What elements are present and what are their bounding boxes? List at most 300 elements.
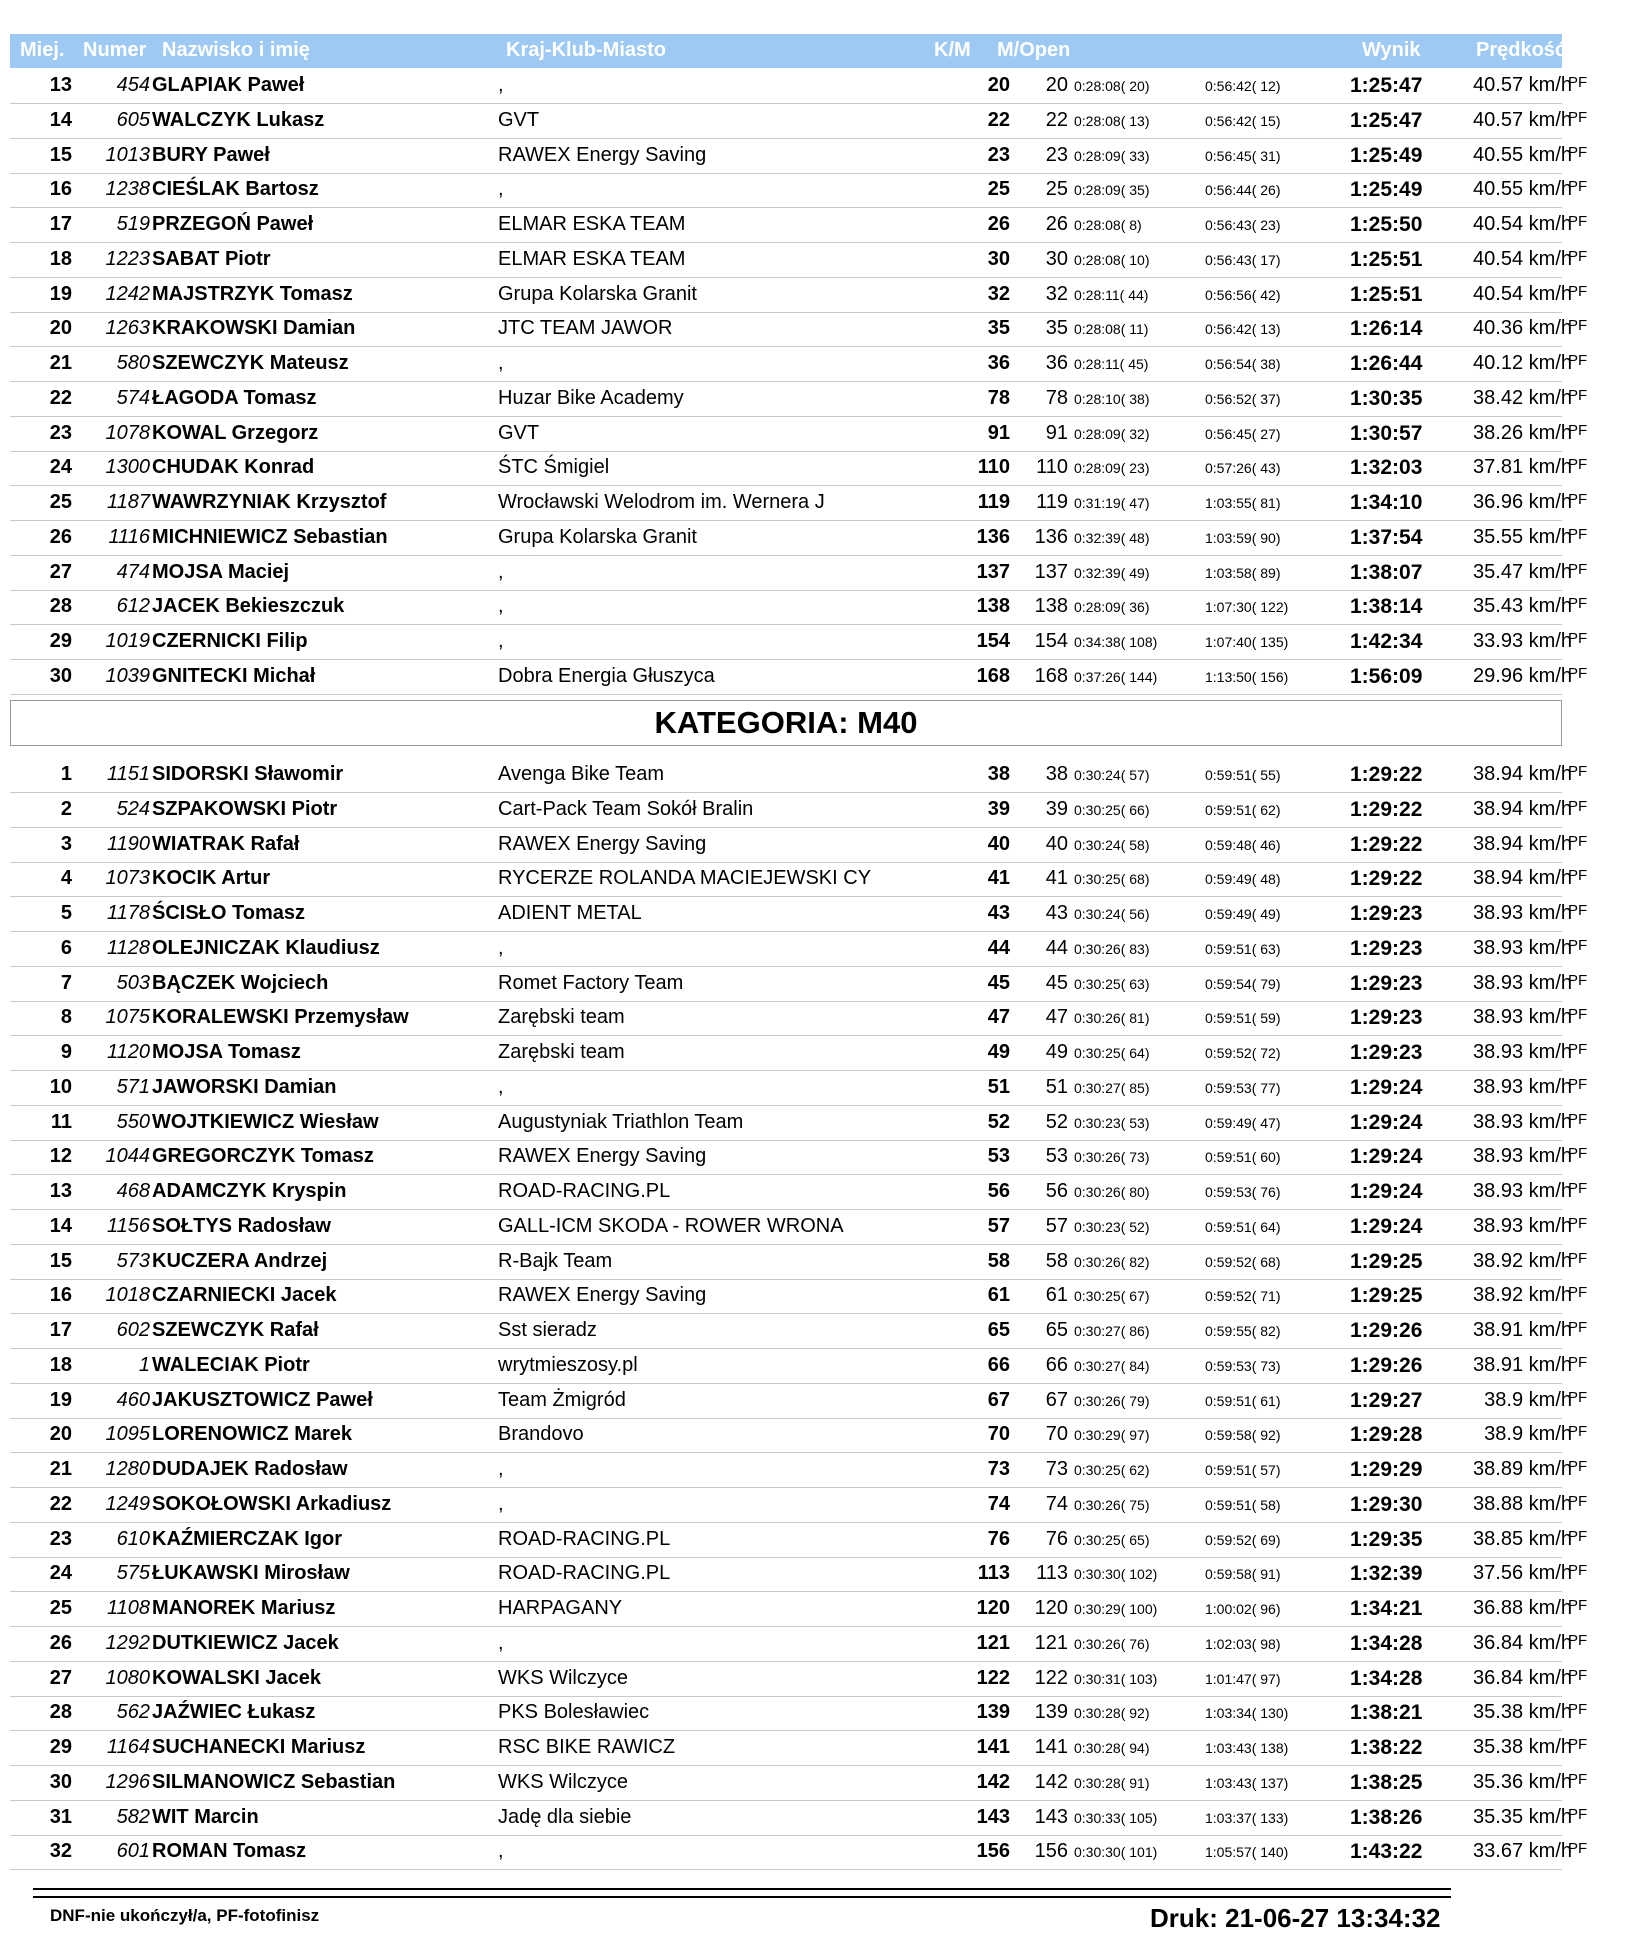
split-1-cell: 0:30:25( 67) (1074, 1288, 1150, 1305)
split-2-cell: 0:59:51( 57) (1205, 1462, 1281, 1478)
result-time-cell: 1:38:22 (1350, 1736, 1423, 1759)
result-time-cell: 1:29:22 (1350, 763, 1423, 786)
club-cell: ROAD-RACING.PL (498, 1562, 671, 1585)
open-place-cell: 122 (1034, 1666, 1068, 1689)
table-row (10, 931, 1588, 967)
rider-name-cell: KOWAL Grzegorz (152, 421, 319, 444)
rider-name-cell: ROMAN Tomasz (152, 1840, 307, 1863)
photo-finish-flag: PF (1568, 1388, 1588, 1406)
start-number-cell: 1019 (105, 630, 150, 652)
position-cell: 13 (49, 1180, 72, 1202)
category-place-cell: 76 (987, 1527, 1010, 1550)
start-number-cell: 1190 (106, 832, 150, 855)
position-cell: 2 (60, 797, 72, 820)
start-number-cell: 474 (116, 560, 150, 583)
club-cell: R-Bajk Team (498, 1249, 613, 1272)
table-row (10, 520, 1588, 556)
category-place-cell: 136 (976, 525, 1010, 548)
position-cell: 21 (49, 1458, 72, 1480)
result-time-cell: 1:29:24 (1350, 1075, 1423, 1099)
category-place-cell: 20 (987, 74, 1010, 96)
result-time-cell: 1:29:27 (1350, 1388, 1423, 1412)
photo-finish-flag: PF (1568, 936, 1588, 954)
speed-cell: 38.91 km/h (1473, 1319, 1572, 1341)
split-1-cell: 0:37:26( 144) (1074, 668, 1158, 685)
split-2-cell: 0:59:53( 76) (1205, 1184, 1281, 1200)
photo-finish-flag: PF (1568, 902, 1588, 919)
split-2-cell: 1:03:43( 138) (1205, 1740, 1289, 1756)
position-cell: 15 (49, 1249, 72, 1272)
club-cell: Avenga Bike Team (498, 763, 665, 785)
position-cell: 5 (60, 902, 72, 924)
category-place-cell: 78 (987, 386, 1010, 409)
start-number-cell: 519 (116, 213, 150, 235)
category-place-cell: 26 (987, 213, 1010, 235)
start-number-cell: 1073 (105, 867, 150, 890)
rider-name-cell: LORENOWICZ Marek (152, 1423, 353, 1446)
photo-finish-flag: PF (1568, 1353, 1588, 1371)
start-number-cell: 1223 (105, 247, 150, 270)
rider-name-cell: WALCZYK Lukasz (152, 108, 325, 131)
table-row (10, 103, 1588, 139)
open-place-cell: 74 (1045, 1492, 1068, 1515)
rider-name-cell: SUCHANECKI Mariusz (152, 1736, 366, 1758)
open-place-cell: 65 (1045, 1319, 1068, 1341)
club-cell: , (498, 936, 504, 959)
position-cell: 27 (49, 560, 72, 583)
result-time-cell: 1:38:25 (1350, 1770, 1423, 1794)
club-cell: RAWEX Energy Saving (498, 832, 707, 855)
table-row (10, 1556, 1588, 1592)
position-cell: 23 (49, 1527, 72, 1550)
position-cell: 10 (49, 1075, 72, 1098)
result-time-cell: 1:29:22 (1350, 797, 1423, 821)
split-1-cell: 0:30:26( 81) (1074, 1010, 1150, 1027)
speed-cell: 38.93 km/h (1473, 1110, 1572, 1133)
photo-finish-flag: PF (1568, 1214, 1588, 1232)
speed-cell: 36.96 km/h (1473, 491, 1572, 513)
photo-finish-flag: PF (1568, 832, 1588, 850)
split-1-cell: 0:34:38( 108) (1074, 634, 1158, 650)
result-time-cell: 1:30:57 (1350, 421, 1423, 445)
club-cell: , (498, 560, 504, 583)
split-2-cell: 1:05:57( 140) (1205, 1844, 1289, 1861)
position-cell: 8 (60, 1006, 72, 1029)
table-row (10, 589, 1588, 625)
start-number-cell: 562 (116, 1701, 150, 1724)
split-1-cell: 0:28:08( 11) (1074, 321, 1149, 338)
split-1-cell: 0:30:24( 56) (1074, 906, 1150, 922)
club-cell: , (498, 1492, 504, 1515)
table-row (10, 624, 1588, 660)
photo-finish-flag: PF (1568, 1041, 1588, 1058)
rider-name-cell: MOJSA Maciej (152, 560, 290, 583)
split-1-cell: 0:30:29( 100) (1074, 1601, 1158, 1617)
club-cell: Romet Factory Team (498, 971, 684, 994)
category-place-cell: 43 (987, 902, 1010, 924)
rider-name-cell: BĄCZEK Wojciech (152, 971, 329, 994)
split-2-cell: 0:56:56( 42) (1205, 286, 1281, 303)
open-place-cell: 32 (1045, 282, 1068, 305)
start-number-cell: 460 (116, 1388, 150, 1411)
club-cell: Sst sieradz (498, 1319, 597, 1341)
result-time-cell: 1:37:54 (1350, 525, 1423, 549)
rider-name-cell: WAWRZYNIAK Krzysztof (152, 491, 387, 513)
category-place-cell: 138 (976, 595, 1010, 618)
speed-cell: 40.55 km/h (1473, 178, 1572, 201)
rider-name-cell: ŁUKAWSKI Mirosław (152, 1562, 350, 1585)
result-time-cell: 1:29:25 (1350, 1249, 1423, 1273)
speed-cell: 35.55 km/h (1473, 525, 1572, 548)
result-time-cell: 1:34:10 (1350, 491, 1423, 514)
rider-name-cell: SZEWCZYK Rafał (152, 1319, 319, 1341)
speed-cell: 38.93 km/h (1473, 1041, 1572, 1063)
speed-cell: 40.54 km/h (1473, 213, 1572, 235)
split-2-cell: 0:59:54( 79) (1205, 975, 1281, 992)
result-time-cell: 1:29:24 (1350, 1110, 1423, 1134)
rider-name-cell: SILMANOWICZ Sebastian (152, 1770, 396, 1793)
start-number-cell: 610 (116, 1527, 150, 1550)
club-cell: GALL-ICM SKODA - ROWER WRONA (498, 1214, 844, 1237)
result-time-cell: 1:29:26 (1350, 1319, 1423, 1342)
category-place-cell: 36 (987, 352, 1010, 374)
position-cell: 11 (50, 1110, 72, 1133)
open-place-cell: 78 (1045, 386, 1068, 409)
club-cell: , (498, 1458, 504, 1480)
result-time-cell: 1:32:03 (1350, 456, 1423, 480)
club-cell: RAWEX Energy Saving (498, 1145, 707, 1168)
photo-finish-flag: PF (1568, 247, 1588, 265)
photo-finish-flag: PF (1568, 1423, 1588, 1441)
position-cell: 14 (49, 1214, 72, 1237)
photo-finish-flag: PF (1568, 108, 1588, 126)
position-cell: 30 (49, 664, 72, 687)
category-place-cell: 40 (987, 832, 1010, 855)
category-place-cell: 61 (987, 1284, 1010, 1307)
speed-cell: 38.92 km/h (1473, 1249, 1572, 1272)
open-place-cell: 47 (1045, 1006, 1068, 1029)
position-cell: 19 (49, 282, 72, 305)
club-cell: , (498, 1840, 504, 1863)
category-place-cell: 35 (987, 317, 1010, 340)
position-cell: 1 (60, 763, 72, 785)
split-1-cell: 0:31:19( 47) (1074, 495, 1150, 511)
category-place-cell: 32 (987, 282, 1010, 305)
header-place: Miej. (20, 39, 65, 61)
position-cell: 18 (49, 1353, 72, 1376)
open-place-cell: 23 (1045, 143, 1068, 166)
start-number-cell: 602 (116, 1319, 150, 1341)
category-place-cell: 113 (977, 1562, 1010, 1585)
table-row (10, 659, 1588, 695)
club-cell: , (498, 352, 504, 374)
rider-name-cell: ŁAGODA Tomasz (152, 386, 317, 409)
split-2-cell: 1:03:34( 130) (1205, 1705, 1289, 1722)
position-cell: 28 (49, 1701, 72, 1724)
speed-cell: 38.85 km/h (1473, 1527, 1572, 1550)
speed-cell: 36.84 km/h (1473, 1631, 1572, 1654)
club-cell: PKS Bolesławiec (498, 1701, 650, 1724)
table-row (10, 1105, 1588, 1141)
result-time-cell: 1:38:21 (1350, 1701, 1423, 1725)
split-2-cell: 0:57:26( 43) (1205, 460, 1281, 477)
header-result: Wynik (1362, 39, 1421, 61)
photo-finish-flag: PF (1568, 143, 1588, 161)
table-row (10, 277, 1588, 313)
start-number-cell: 1116 (108, 525, 150, 548)
speed-cell: 38.93 km/h (1473, 1006, 1572, 1029)
position-cell: 22 (49, 386, 72, 409)
position-cell: 14 (49, 108, 72, 131)
split-2-cell: 1:03:58( 89) (1205, 564, 1281, 581)
table-row (10, 1174, 1588, 1210)
category-title: KATEGORIA: M40 (10, 700, 1562, 746)
photo-finish-flag: PF (1568, 1458, 1588, 1475)
split-2-cell: 0:59:49( 47) (1205, 1114, 1281, 1131)
rider-name-cell: DUTKIEWICZ Jacek (152, 1631, 339, 1654)
club-cell: ROAD-RACING.PL (498, 1527, 671, 1550)
speed-cell: 38.26 km/h (1473, 421, 1572, 444)
category-place-cell: 22 (987, 108, 1010, 131)
rider-name-cell: KORALEWSKI Przemysław (152, 1006, 409, 1029)
rider-name-cell: ŚCISŁO Tomasz (152, 902, 305, 924)
result-time-cell: 1:29:24 (1350, 1145, 1423, 1169)
split-2-cell: 1:13:50( 156) (1205, 668, 1289, 685)
table-row (10, 416, 1588, 452)
category-place-cell: 156 (976, 1840, 1010, 1863)
table-row (10, 1730, 1588, 1766)
category-place-cell: 110 (977, 456, 1010, 479)
club-cell: JTC TEAM JAWOR (498, 317, 673, 340)
club-cell: Cart-Pack Team Sokół Bralin (498, 797, 754, 820)
rider-name-cell: PRZEGOŃ Paweł (152, 213, 314, 235)
table-row (10, 1209, 1588, 1245)
speed-cell: 33.67 km/h (1473, 1840, 1572, 1863)
split-2-cell: 0:59:51( 59) (1205, 1010, 1281, 1027)
split-1-cell: 0:30:24( 57) (1074, 767, 1150, 783)
open-place-cell: 136 (1034, 525, 1068, 548)
position-cell: 19 (49, 1388, 72, 1411)
speed-cell: 38.94 km/h (1473, 797, 1572, 820)
result-time-cell: 1:29:22 (1350, 832, 1423, 856)
table-row (10, 966, 1588, 1002)
start-number-cell: 454 (116, 74, 150, 96)
rider-name-cell: KOCIK Artur (152, 867, 271, 890)
split-2-cell: 0:56:42( 12) (1205, 78, 1281, 94)
club-cell: , (498, 178, 504, 201)
split-2-cell: 0:59:51( 58) (1205, 1496, 1281, 1513)
start-number-cell: 1080 (105, 1666, 150, 1689)
table-row (10, 450, 1588, 486)
split-1-cell: 0:32:39( 48) (1074, 529, 1150, 546)
club-cell: HARPAGANY (498, 1597, 623, 1619)
table-row (10, 1661, 1588, 1697)
photo-finish-flag: PF (1568, 1840, 1588, 1858)
start-number-cell: 1164 (106, 1736, 150, 1758)
split-2-cell: 0:59:51( 63) (1205, 940, 1281, 957)
split-2-cell: 0:59:55( 82) (1205, 1323, 1281, 1339)
open-place-cell: 22 (1045, 108, 1068, 131)
speed-cell: 38.89 km/h (1473, 1458, 1572, 1480)
result-time-cell: 1:25:49 (1350, 143, 1423, 167)
category-place-cell: 121 (976, 1631, 1010, 1654)
photo-finish-flag: PF (1568, 74, 1588, 91)
rider-name-cell: CZERNICKI Filip (152, 630, 308, 652)
open-place-cell: 137 (1034, 560, 1068, 583)
result-time-cell: 1:25:47 (1350, 74, 1423, 97)
open-place-cell: 154 (1034, 630, 1068, 652)
split-2-cell: 0:56:44( 26) (1205, 182, 1281, 199)
open-place-cell: 91 (1045, 421, 1068, 444)
split-2-cell: 0:59:52( 71) (1205, 1288, 1281, 1305)
speed-cell: 40.54 km/h (1473, 247, 1572, 270)
speed-cell: 38.93 km/h (1473, 902, 1572, 924)
speed-cell: 35.38 km/h (1473, 1736, 1572, 1758)
category-place-cell: 120 (976, 1597, 1010, 1619)
result-time-cell: 1:42:34 (1350, 630, 1423, 653)
split-2-cell: 0:56:42( 13) (1205, 321, 1281, 338)
speed-cell: 38.93 km/h (1473, 1145, 1572, 1168)
category-place-cell: 58 (987, 1249, 1010, 1272)
table-row (10, 1452, 1588, 1488)
rider-name-cell: SIDORSKI Sławomir (152, 763, 344, 785)
start-number-cell: 1178 (106, 902, 150, 924)
table-row (10, 1834, 1588, 1870)
open-place-cell: 49 (1045, 1041, 1068, 1063)
category-place-cell: 56 (987, 1180, 1010, 1202)
split-2-cell: 0:59:52( 69) (1205, 1531, 1281, 1548)
club-cell: Jadę dla siebie (498, 1805, 632, 1828)
category-place-cell: 70 (987, 1423, 1010, 1446)
result-time-cell: 1:25:49 (1350, 178, 1423, 202)
result-time-cell: 1:25:47 (1350, 108, 1423, 132)
position-cell: 9 (60, 1041, 72, 1063)
club-cell: , (498, 1075, 504, 1098)
position-cell: 25 (49, 491, 72, 513)
club-cell: Grupa Kolarska Granit (498, 282, 697, 305)
category-place-cell: 52 (987, 1110, 1010, 1133)
photo-finish-flag: PF (1568, 971, 1588, 989)
speed-cell: 40.54 km/h (1473, 282, 1572, 305)
category-place-cell: 39 (987, 797, 1010, 820)
position-cell: 24 (49, 456, 72, 479)
result-time-cell: 1:29:23 (1350, 936, 1423, 960)
speed-cell: 38.92 km/h (1473, 1284, 1572, 1307)
rider-name-cell: WOJTKIEWICZ Wiesław (152, 1110, 379, 1133)
category-place-cell: 65 (987, 1319, 1010, 1341)
rider-name-cell: KUCZERA Andrzej (152, 1249, 328, 1272)
open-place-cell: 56 (1045, 1180, 1068, 1202)
table-row (10, 1487, 1588, 1523)
table-row (10, 1035, 1588, 1071)
table-row (10, 1070, 1588, 1106)
rider-name-cell: JAWORSKI Damian (152, 1075, 337, 1098)
open-place-cell: 70 (1045, 1423, 1068, 1446)
rider-name-cell: JAKUSZTOWICZ Paweł (152, 1388, 373, 1411)
open-place-cell: 139 (1034, 1701, 1068, 1724)
split-2-cell: 0:56:43( 17) (1205, 251, 1281, 268)
split-1-cell: 0:30:28( 94) (1074, 1740, 1150, 1756)
split-2-cell: 0:59:51( 55) (1205, 767, 1281, 783)
category-place-cell: 66 (987, 1353, 1010, 1376)
split-1-cell: 0:28:11( 45) (1074, 356, 1149, 372)
category-place-cell: 23 (987, 143, 1010, 166)
photo-finish-flag: PF (1568, 1284, 1588, 1302)
split-2-cell: 0:59:51( 61) (1205, 1392, 1281, 1409)
start-number-cell: 1044 (105, 1145, 150, 1168)
split-2-cell: 0:59:49( 49) (1205, 906, 1281, 922)
club-cell: WKS Wilczyce (498, 1666, 628, 1689)
table-row (10, 242, 1588, 278)
open-place-cell: 35 (1045, 317, 1068, 340)
table-row (10, 172, 1588, 208)
split-1-cell: 0:28:09( 33) (1074, 147, 1150, 164)
club-cell: , (498, 74, 504, 96)
result-time-cell: 1:34:28 (1350, 1666, 1423, 1690)
start-number-cell: 1249 (105, 1492, 150, 1515)
position-cell: 13 (49, 74, 72, 96)
split-2-cell: 0:59:53( 77) (1205, 1079, 1281, 1096)
photo-finish-flag: PF (1568, 664, 1588, 682)
start-number-cell: 1280 (105, 1458, 150, 1480)
start-number-cell: 550 (116, 1110, 150, 1133)
speed-cell: 40.36 km/h (1473, 317, 1572, 340)
rider-name-cell: MOJSA Tomasz (152, 1041, 301, 1063)
category-place-cell: 38 (987, 763, 1010, 785)
speed-cell: 29.96 km/h (1473, 664, 1572, 687)
header-name: Nazwisko i imię (162, 39, 310, 61)
table-row (10, 757, 1588, 793)
table-row (10, 1244, 1588, 1280)
category-place-cell: 74 (987, 1492, 1010, 1515)
start-number-cell: 468 (116, 1180, 150, 1202)
club-cell: WKS Wilczyce (498, 1770, 628, 1793)
table-row (10, 1000, 1588, 1036)
split-1-cell: 0:28:08( 20) (1074, 78, 1150, 94)
split-2-cell: 1:03:37( 133) (1205, 1809, 1289, 1826)
split-1-cell: 0:30:23( 52) (1074, 1218, 1150, 1235)
open-place-cell: 58 (1045, 1249, 1068, 1272)
table-row (10, 1278, 1588, 1314)
photo-finish-flag: PF (1568, 1805, 1588, 1823)
open-place-cell: 67 (1045, 1388, 1068, 1411)
photo-finish-flag: PF (1568, 525, 1588, 543)
category-place-cell: 142 (976, 1770, 1010, 1793)
open-place-cell: 57 (1045, 1214, 1068, 1237)
photo-finish-flag: PF (1568, 1527, 1588, 1545)
position-cell: 17 (49, 213, 72, 235)
position-cell: 17 (49, 1319, 72, 1341)
table-row (10, 1417, 1588, 1453)
split-1-cell: 0:28:09( 32) (1074, 425, 1150, 442)
split-2-cell: 0:59:52( 68) (1205, 1253, 1281, 1270)
open-place-cell: 53 (1045, 1145, 1068, 1168)
start-number-cell: 1156 (106, 1214, 150, 1237)
photo-finish-flag: PF (1568, 421, 1588, 439)
club-cell: Wrocławski Welodrom im. Wernera J (498, 491, 825, 513)
rider-name-cell: WIT Marcin (152, 1805, 259, 1828)
open-place-cell: 142 (1034, 1770, 1068, 1793)
table-row (10, 1383, 1588, 1419)
split-2-cell: 1:00:02( 96) (1205, 1601, 1281, 1617)
rider-name-cell: KAŹMIERCZAK Igor (152, 1527, 342, 1550)
table-row (10, 346, 1588, 382)
start-number-cell: 573 (116, 1249, 150, 1272)
category-place-cell: 25 (987, 178, 1010, 201)
speed-cell: 38.9 km/h (1484, 1388, 1572, 1411)
club-cell: wrytmieszosy.pl (498, 1353, 638, 1376)
speed-cell: 38.93 km/h (1473, 1214, 1572, 1237)
